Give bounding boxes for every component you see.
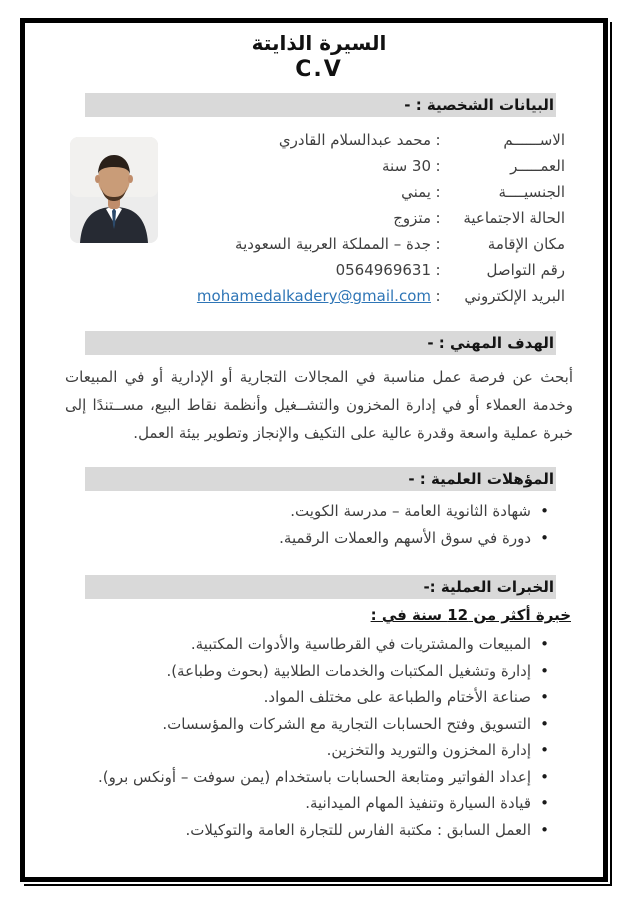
experience-item: • المبيعات والمشتريات في القرطاسية والأدوات المكتبية. bbox=[65, 631, 549, 658]
experience-item: • العمل السابق : مكتبة الفارس للتجارة العامة والتوكيلات. bbox=[65, 817, 549, 844]
objective-paragraph: أبحث عن فرصة عمل مناسبة في المجالات التجارية أو الإدارية أو في المبيعات وخدمة العملاء أو في إدارة المخزون والتشــغيل وأنظمة نقاط البيع، مســتندًا إلى خبرة عملية واسعة وقدرة عالية على التكيف والإنجاز وتطوير بيئة العمل. bbox=[65, 368, 573, 442]
experience-item: • صناعة الأختام والطباعة على مختلف المواد. bbox=[65, 684, 549, 711]
field-colon: : bbox=[435, 183, 441, 201]
field-value: جدة – المملكة العربية السعودية bbox=[235, 235, 431, 253]
field-label: الجنسيــــة bbox=[498, 183, 565, 201]
qualifications-list bbox=[65, 498, 573, 551]
section-header-qualifications: المؤهلات العلمية : - bbox=[85, 467, 556, 491]
personal-data-section bbox=[65, 127, 573, 309]
experience-list bbox=[65, 631, 573, 843]
cv-page bbox=[20, 18, 608, 882]
personal-row-phone bbox=[65, 257, 565, 283]
experience-item: • قيادة السيارة وتنفيذ المهام الميدانية. bbox=[65, 790, 549, 817]
field-label: رقم التواصل bbox=[486, 261, 565, 279]
experience-item: • التسويق وفتح الحسابات التجارية مع الشركات والمؤسسات. bbox=[65, 711, 549, 738]
field-value: متزوج bbox=[393, 209, 431, 227]
field-colon: : bbox=[435, 235, 441, 253]
field-label: البريد الإلكتروني bbox=[464, 287, 565, 305]
field-colon: : bbox=[435, 287, 441, 305]
experience-item: • إعداد الفواتير ومتابعة الحسابات باستخدام (يمن سوفت – أونكس برو). bbox=[65, 764, 549, 791]
field-label: الحالة الاجتماعية bbox=[463, 209, 565, 227]
field-colon: : bbox=[435, 261, 441, 279]
field-value: يمني bbox=[401, 183, 431, 201]
section-header-experience: الخبرات العملية :- bbox=[85, 575, 556, 599]
field-colon: : bbox=[435, 209, 441, 227]
qualification-item: • شهادة الثانوية العامة – مدرسة الكويت. bbox=[65, 498, 549, 525]
section-header-personal-data: البيانات الشخصية : - bbox=[85, 93, 556, 117]
field-colon: : bbox=[435, 131, 441, 149]
experience-item: • إدارة المخزون والتوريد والتخزين. bbox=[65, 737, 549, 764]
field-value: 30 سنة bbox=[382, 157, 431, 175]
personal-row-email bbox=[65, 283, 565, 309]
experience-subheader: خبرة أكثر من 12 سنة في : bbox=[370, 606, 571, 624]
page-title-english: C.V bbox=[295, 57, 343, 82]
experience-item: • إدارة وتشغيل المكتبات والخدمات الطلابية (بحوث وطباعة). bbox=[65, 658, 549, 685]
field-label: الاســــــم bbox=[503, 131, 565, 149]
profile-photo bbox=[70, 137, 158, 243]
field-label: العمـــــر bbox=[510, 157, 565, 175]
cv-content bbox=[65, 23, 573, 877]
page-title-arabic: السيرة الذايتة bbox=[251, 31, 387, 55]
qualification-item: • دورة في سوق الأسهم والعملات الرقمية. bbox=[65, 525, 549, 552]
field-colon: : bbox=[435, 157, 441, 175]
phone-number: 0564969631 bbox=[335, 261, 431, 279]
section-header-objective: الهدف المهني : - bbox=[85, 331, 556, 355]
field-label: مكان الإقامة bbox=[487, 235, 565, 253]
profile-photo-illustration bbox=[70, 137, 158, 243]
email-link[interactable]: mohamedalkadery@gmail.com bbox=[196, 287, 431, 305]
field-value: محمد عبدالسلام القادري bbox=[278, 131, 431, 149]
